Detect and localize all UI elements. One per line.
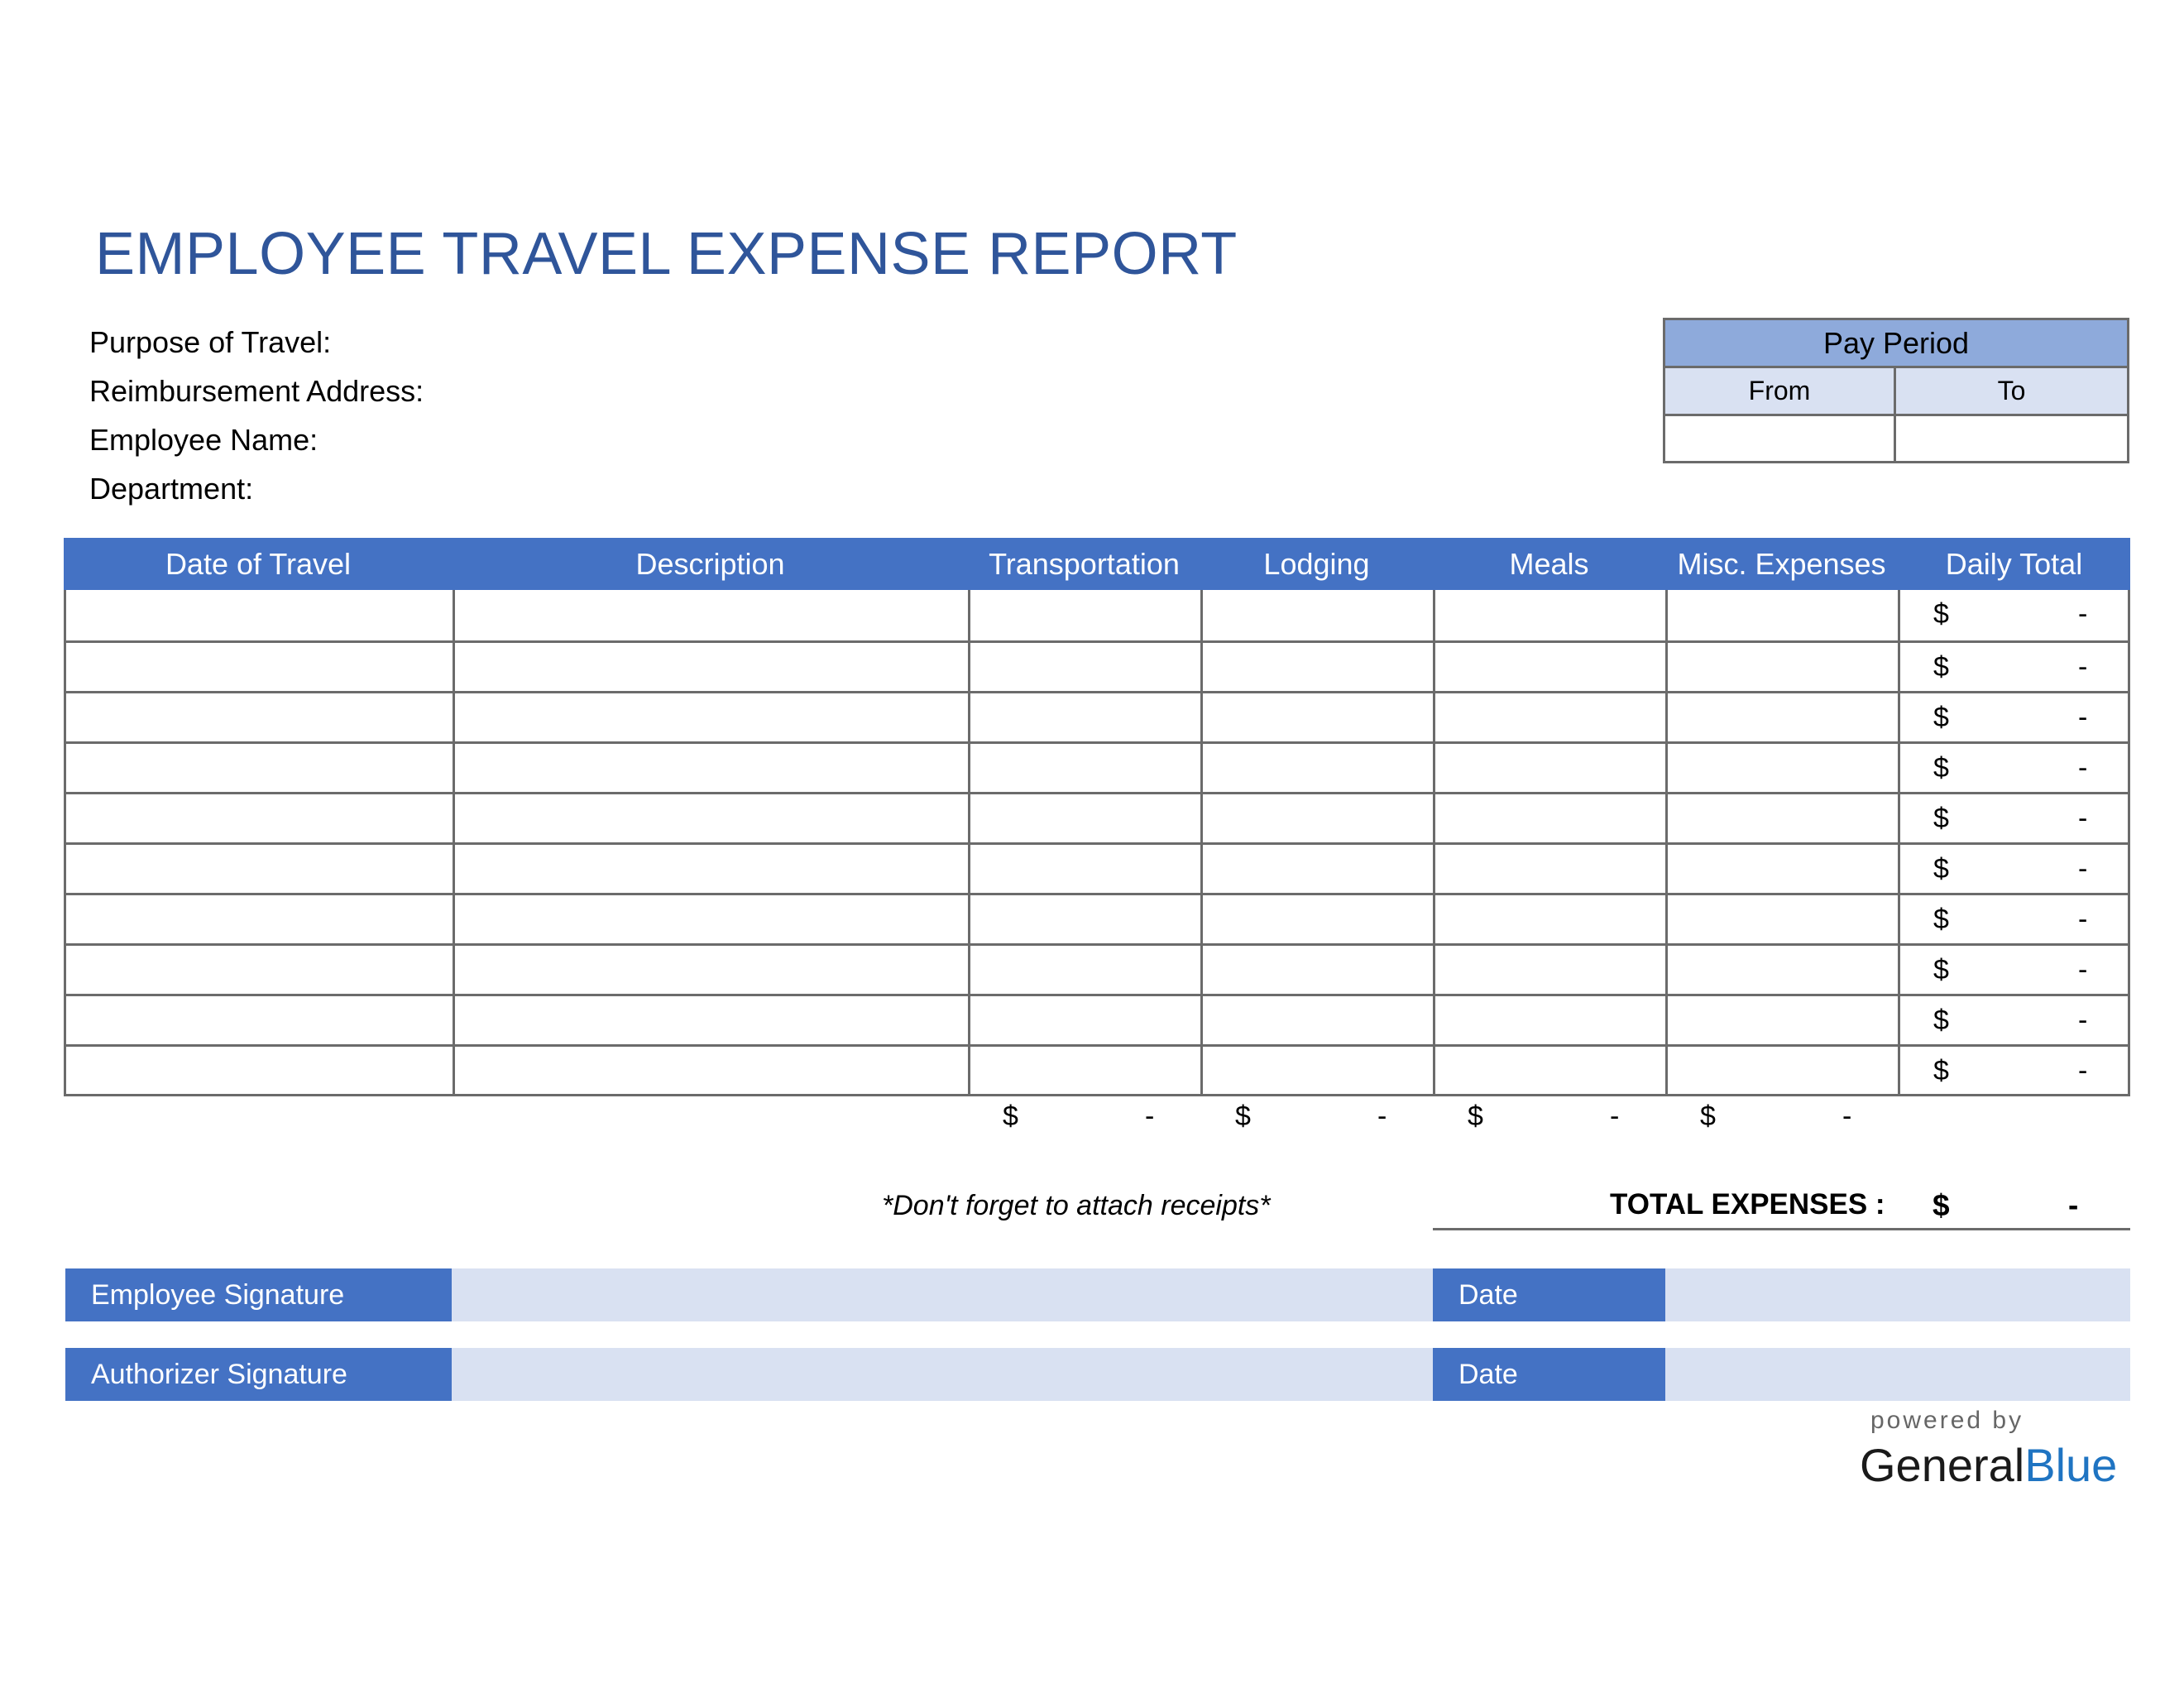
daily-total-value: - [2078, 752, 2088, 784]
header-misc-expenses: Misc. Expenses [1677, 547, 1886, 581]
transportation-cell[interactable] [970, 996, 1203, 1044]
misc-cell[interactable] [1668, 996, 1900, 1044]
column-divider [1898, 590, 1900, 1096]
meals-cell[interactable] [1435, 590, 1668, 638]
description-cell[interactable] [455, 693, 970, 741]
daily-total-symbol: $ [1933, 651, 1949, 683]
daily-total-value: - [2078, 702, 2088, 733]
date-cell[interactable] [66, 1047, 455, 1095]
date-cell[interactable] [66, 996, 455, 1044]
authorizer-signature-date-label: Date [1433, 1348, 1665, 1401]
total-expenses-symbol: $ [1933, 1188, 1950, 1222]
meals-cell[interactable] [1435, 1047, 1668, 1095]
table-row [66, 943, 2128, 994]
pay-period-title: Pay Period [1665, 320, 2127, 368]
meals-cell[interactable] [1435, 895, 1668, 943]
misc-cell[interactable] [1668, 693, 1900, 741]
powered-by-text: powered by [1870, 1407, 2024, 1434]
date-cell[interactable] [66, 895, 455, 943]
lodging-cell[interactable] [1203, 946, 1435, 994]
header-description: Description [635, 547, 785, 581]
meals-total-value: - [1610, 1101, 1620, 1132]
table-row [66, 590, 2128, 640]
generalblue-logo [1860, 1438, 2117, 1492]
header-date-of-travel: Date of Travel [165, 547, 352, 581]
lodging-cell[interactable] [1203, 895, 1435, 943]
meals-cell[interactable] [1435, 643, 1668, 691]
meals-cell[interactable] [1435, 693, 1668, 741]
table-row [66, 893, 2128, 943]
date-cell[interactable] [66, 845, 455, 893]
receipt-reminder: *Don't forget to attach receipts* [882, 1190, 1271, 1221]
table-row [66, 741, 2128, 792]
misc-cell[interactable] [1668, 895, 1900, 943]
lodging-cell[interactable] [1203, 744, 1435, 792]
description-cell[interactable] [455, 895, 970, 943]
total-underline [1433, 1228, 2130, 1230]
authorizer-signature-field[interactable] [452, 1348, 1433, 1401]
date-cell[interactable] [66, 794, 455, 842]
pay-period-to-value[interactable] [1896, 416, 2127, 461]
lodging-cell[interactable] [1203, 1047, 1435, 1095]
misc-cell[interactable] [1668, 1047, 1900, 1095]
description-cell[interactable] [455, 794, 970, 842]
daily-total-value: - [2078, 904, 2088, 935]
table-row [66, 691, 2128, 741]
lodging-cell[interactable] [1203, 845, 1435, 893]
meals-cell[interactable] [1435, 744, 1668, 792]
transportation-cell[interactable] [970, 1047, 1203, 1095]
transportation-cell[interactable] [970, 643, 1203, 691]
department-label: Department: [89, 472, 254, 506]
table-row [66, 842, 2128, 893]
daily-total-symbol: $ [1933, 954, 1949, 985]
misc-cell[interactable] [1668, 744, 1900, 792]
transportation-cell[interactable] [970, 590, 1203, 638]
transportation-cell[interactable] [970, 744, 1203, 792]
date-cell[interactable] [66, 693, 455, 741]
daily-total-symbol: $ [1933, 904, 1949, 935]
column-divider [453, 590, 455, 1096]
lodging-cell[interactable] [1203, 693, 1435, 741]
meals-cell[interactable] [1435, 845, 1668, 893]
misc-cell[interactable] [1668, 590, 1900, 638]
pay-period-box [1663, 318, 2129, 463]
authorizer-signature-label: Authorizer Signature [65, 1348, 452, 1401]
daily-total-symbol: $ [1933, 853, 1949, 885]
employee-signature-date-field[interactable] [1665, 1268, 2130, 1321]
total-expenses-value: - [2068, 1188, 2079, 1222]
description-cell[interactable] [455, 744, 970, 792]
meals-cell[interactable] [1435, 794, 1668, 842]
transportation-cell[interactable] [970, 693, 1203, 741]
table-row [66, 1044, 2128, 1095]
brand-general: General [1860, 1439, 2025, 1491]
reimbursement-address-label: Reimbursement Address: [89, 374, 424, 408]
description-cell[interactable] [455, 590, 970, 638]
pay-period-to-label: To [1896, 368, 2127, 416]
lodging-cell[interactable] [1203, 590, 1435, 638]
header-transportation: Transportation [989, 547, 1180, 581]
transportation-cell[interactable] [970, 946, 1203, 994]
misc-cell[interactable] [1668, 643, 1900, 691]
date-cell[interactable] [66, 946, 455, 994]
brand-blue: Blue [2024, 1439, 2118, 1491]
transportation-cell[interactable] [970, 845, 1203, 893]
description-cell[interactable] [455, 1047, 970, 1095]
transportation-total-value: - [1145, 1101, 1155, 1132]
pay-period-from-label: From [1665, 368, 1896, 416]
description-cell[interactable] [455, 643, 970, 691]
misc-total-value: - [1842, 1101, 1852, 1132]
column-divider [1200, 590, 1203, 1096]
daily-total-value: - [2078, 803, 2088, 834]
misc-cell[interactable] [1668, 794, 1900, 842]
daily-total-value: - [2078, 1055, 2088, 1086]
header-daily-total: Daily Total [1945, 547, 2083, 581]
table-header [64, 538, 2130, 590]
misc-cell[interactable] [1668, 845, 1900, 893]
employee-name-label: Employee Name: [89, 423, 318, 457]
daily-total-value: - [2078, 651, 2088, 683]
meals-cell[interactable] [1435, 996, 1668, 1044]
date-cell[interactable] [66, 643, 455, 691]
total-expenses-label: TOTAL EXPENSES : [1610, 1188, 1885, 1220]
employee-signature-date-label: Date [1433, 1268, 1665, 1321]
daily-total-symbol: $ [1933, 752, 1949, 784]
meals-cell[interactable] [1435, 946, 1668, 994]
daily-total-symbol: $ [1933, 1005, 1949, 1036]
misc-total-symbol: $ [1700, 1101, 1716, 1132]
description-cell[interactable] [455, 845, 970, 893]
employee-signature-field[interactable] [452, 1268, 1433, 1321]
header-meals: Meals [1509, 547, 1589, 581]
daily-total-symbol: $ [1933, 702, 1949, 733]
column-divider [1665, 590, 1668, 1096]
column-divider [1433, 590, 1435, 1096]
lodging-total-symbol: $ [1235, 1101, 1251, 1132]
description-cell[interactable] [455, 946, 970, 994]
lodging-total-value: - [1377, 1101, 1387, 1132]
daily-total-symbol: $ [1933, 1055, 1949, 1086]
table-row [66, 640, 2128, 691]
transportation-cell[interactable] [970, 794, 1203, 842]
pay-period-from-value[interactable] [1665, 416, 1896, 461]
meals-total-symbol: $ [1468, 1101, 1483, 1132]
table-row [66, 792, 2128, 842]
daily-total-value: - [2078, 598, 2088, 630]
daily-total-value: - [2078, 954, 2088, 985]
column-divider [968, 590, 970, 1096]
misc-cell[interactable] [1668, 946, 1900, 994]
purpose-of-travel-label: Purpose of Travel: [89, 325, 332, 359]
page-title: EMPLOYEE TRAVEL EXPENSE REPORT [95, 221, 1238, 287]
lodging-cell[interactable] [1203, 996, 1435, 1044]
lodging-cell[interactable] [1203, 643, 1435, 691]
description-cell[interactable] [455, 996, 970, 1044]
daily-total-value: - [2078, 1005, 2088, 1036]
daily-total-value: - [2078, 853, 2088, 885]
date-cell[interactable] [66, 590, 455, 638]
daily-total-symbol: $ [1933, 803, 1949, 834]
lodging-cell[interactable] [1203, 794, 1435, 842]
header-lodging: Lodging [1263, 547, 1370, 581]
daily-total-symbol: $ [1933, 598, 1949, 630]
authorizer-signature-date-field[interactable] [1665, 1348, 2130, 1401]
transportation-cell[interactable] [970, 895, 1203, 943]
employee-signature-label: Employee Signature [65, 1268, 452, 1321]
transportation-total-symbol: $ [1003, 1101, 1018, 1132]
table-row [66, 994, 2128, 1044]
table-body [64, 590, 2130, 1096]
date-cell[interactable] [66, 744, 455, 792]
